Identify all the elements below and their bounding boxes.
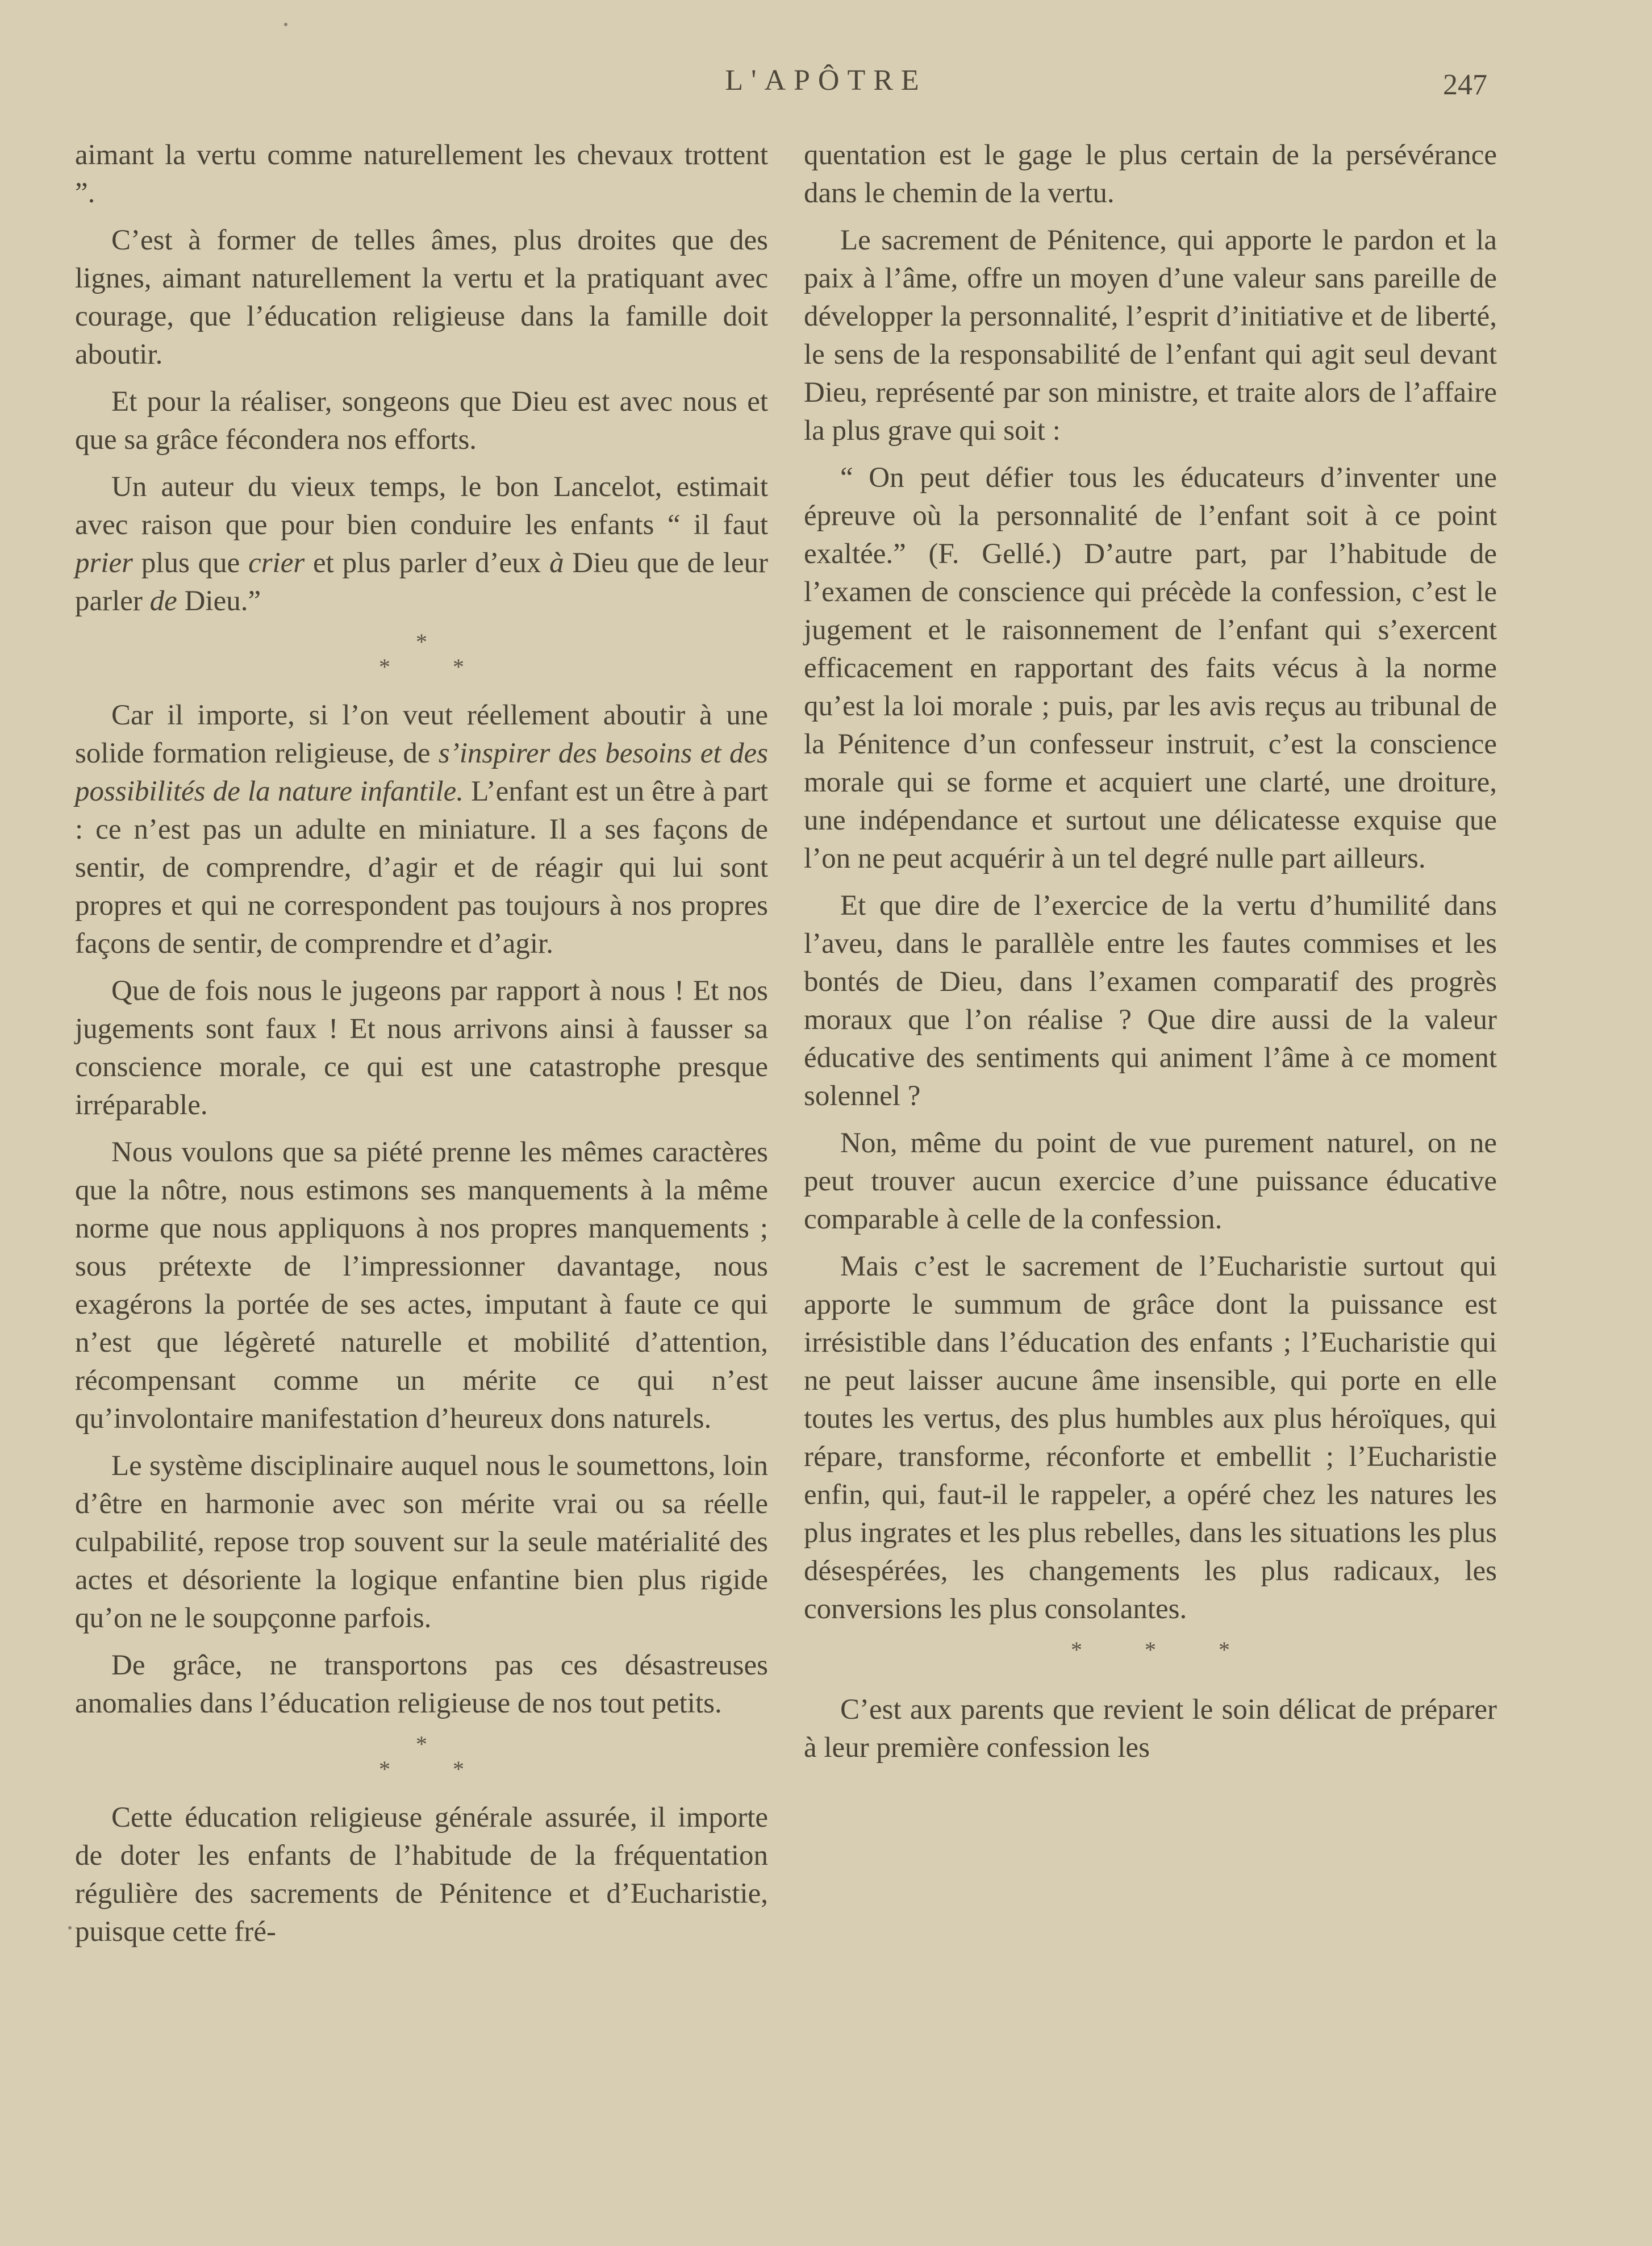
section-separator xyxy=(75,630,768,680)
paper-speck xyxy=(68,1926,72,1930)
text-run: plus que xyxy=(133,547,249,579)
paragraph: aimant la vertu comme naturellement les chevaux trottent ”. xyxy=(75,139,768,209)
separator-bottom-stars: * * xyxy=(379,654,493,680)
section-separator: * * * xyxy=(1071,1637,1258,1662)
right-column xyxy=(804,136,1497,1776)
paragraph xyxy=(75,697,768,963)
paragraph: Le sacrement de Pénitence, qui apporte le pardon et la paix à l’âme, offre un moyen d’une valeur sans pareille de développer la personnalité, l’esprit d’initiative et de liberté, le sens de la responsabilité de l’enfant qui agit seul devant Dieu, représenté par son ministre, et traite alors de l’affaire la plus grave qui soit : xyxy=(804,224,1497,447)
text-run: L’enfant est un être à part : ce n’est pas un adulte en miniature. Il a ses façons de sentir, de comprendre, d’agir et de réagir qui lui sont propres et qui ne correspondent pas toujours à nos propres façons de sentir, de comprendre et d’agir. xyxy=(75,776,768,960)
paragraph: Non, même du point de vue purement naturel, on ne peut trouver aucun exercice d’une puissance éducative comparable à celle de la confession. xyxy=(804,1127,1497,1235)
paragraph: Cette éducation religieuse générale assurée, il importe de doter les enfants de l’habitude de la fréquentation régulière des sacrements de Pénitence et d’Eucharistie, puisque cette fré- xyxy=(75,1802,768,1948)
text-run: Un auteur du vieux temps, le bon Lancelot, estimait avec raison que pour bien conduire les enfants “ il faut xyxy=(75,471,768,541)
paragraph: Nous voulons que sa piété prenne les mêmes caractères que la nôtre, nous estimons ses manquements à la même norme que nous appliquons à nos propres manquements ; sous prétexte de l’impressionner davantage, nous exagérons la portée de ses actes, imputant à faute ce qui n’est que légèreté naturelle et mobilité d’attention, récompensant comme un mérite ce qui n’est qu’involontaire manifestation d’heureux dons naturels. xyxy=(75,1136,768,1435)
paragraph: C’est aux parents que revient le soin délicat de préparer à leur première confession les xyxy=(804,1694,1497,1764)
paragraph: “ On peut défier tous les éducateurs d’inventer une épreuve où la personnalité de l’enfant soit à ce point exaltée.” (F. Gellé.) D’autre part, par l’habitude de l’examen de conscience qui précède la confession, c’est le jugement et le raisonnement de l’enfant qui s’exercent efficacement en rapportant des faits vécus à la norme qu’est la loi morale ; puis, par les avis reçus au tribunal de la Pénitence d’un confesseur instruit, c’est la conscience morale qui se forme et acquiert une clarté, une droiture, une indépendance et surtout une délicatesse exquise que l’on ne peut acquérir à un tel degré nulle part ailleurs. xyxy=(804,462,1497,874)
paragraph: Le système disciplinaire auquel nous le soumettons, loin d’être en harmonie avec son mérite vrai ou sa réelle culpabilité, repose trop souvent sur la seule matérialité des actes et désoriente la logique enfantine bien plus rigide qu’on ne le soupçonne parfois. xyxy=(75,1450,768,1634)
text-run: Dieu que de leur parler xyxy=(75,547,769,617)
paragraph: Et que dire de l’exercice de la vertu d’humilité dans l’aveu, dans le parallèle entre les fautes commises et les bontés de Dieu, dans l’examen comparatif des progrès moraux que l’on réalise ? Que dire aussi de la valeur éducative des sentiments qui animent l’âme à ce moment solennel ? xyxy=(804,890,1497,1112)
paragraph: Que de fois nous le jugeons par rapport à nous ! Et nos jugements sont faux ! Et nous arrivons ainsi à fausser sa conscience morale, ce qui est une catastrophe presque irréparable. xyxy=(75,975,768,1121)
italic-text: prier xyxy=(75,547,133,579)
italic-text: de xyxy=(149,585,177,617)
paragraph xyxy=(75,468,768,620)
paragraph: Et pour la réaliser, songeons que Dieu est avec nous et que sa grâce fécondera nos efforts. xyxy=(75,386,768,456)
running-title: L'APÔTRE xyxy=(725,64,927,97)
separator-top-star: * xyxy=(416,1731,427,1757)
italic-text: s’inspirer des besoins et des possibilités de la nature infantile. xyxy=(75,737,768,807)
separator-top-star: * xyxy=(416,629,427,655)
paragraph: quentation est le gage le plus certain de la persévérance dans le chemin de la vertu. xyxy=(804,139,1497,209)
italic-text: à xyxy=(549,547,564,579)
paragraph: Mais c’est le sacrement de l’Eucharistie surtout qui apporte le summum de grâce dont la puissance est irrésistible dans l’éducation des enfants ; l’Eucharistie qui ne peut laisser aucune âme insensible, qui porte en elle toutes les vertus, des plus humbles aux plus héroïques, qui répare, transforme, réconforte et embellit ; l’Eucharistie enfin, qui, faut-il le rappeler, a opéré chez les natures les plus ingrates et les plus rebelles, dans les situations les plus désespérées, les changements les plus radicaux, les conversions les plus consolantes. xyxy=(804,1251,1497,1625)
page-number: 247 xyxy=(1443,69,1487,101)
text-run: et plus parler d’eux xyxy=(304,547,550,579)
section-separator xyxy=(75,1732,768,1782)
text-run: Dieu.” xyxy=(177,585,261,617)
paper-speck xyxy=(284,23,287,26)
left-column xyxy=(75,136,768,1960)
separator-bottom-stars: * * xyxy=(379,1756,493,1782)
paragraph: De grâce, ne transportons pas ces désastreuses anomalies dans l’éducation religieuse de nos tout petits. xyxy=(75,1649,768,1719)
italic-text: crier xyxy=(248,547,305,579)
paragraph: C’est à former de telles âmes, plus droites que des lignes, aimant naturellement la vertu et la pratiquant avec courage, que l’éducation religieuse dans la famille doit aboutir. xyxy=(75,224,768,370)
text-run: Car il importe, si l’on veut réellement aboutir à une solide formation religieuse, de xyxy=(75,699,768,769)
